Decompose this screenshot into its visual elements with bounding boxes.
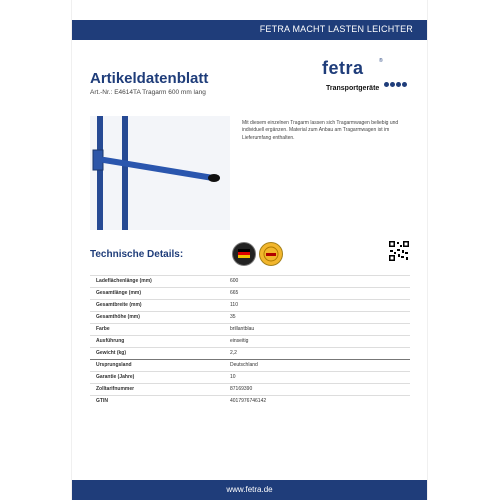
row-label: Farbe: [96, 326, 110, 332]
row-label: Zolltarifnummer: [96, 386, 135, 392]
row-label: Ausführung: [96, 338, 125, 344]
warranty-badge-icon: [259, 242, 283, 266]
row-value: 110: [230, 302, 238, 308]
row-label: GTIN: [96, 398, 108, 404]
article-number: Art.-Nr.: E4614TA Tragarm 600 mm lang: [90, 89, 206, 96]
made-in-germany-badge-icon: [232, 242, 256, 266]
row-label: Gesamtbreite (mm): [96, 302, 142, 308]
row-value: brillantblau: [230, 326, 255, 332]
table-row: [90, 275, 410, 287]
table-row: [90, 335, 410, 347]
row-label: Ladeflächenlänge (mm): [96, 278, 152, 284]
table-row: [90, 287, 410, 299]
table-row: [90, 311, 410, 323]
table-row: [90, 395, 410, 407]
table-row: [90, 347, 410, 359]
row-label: Gesamtlänge (mm): [96, 290, 142, 296]
row-label: Garantie (Jahre): [96, 374, 135, 380]
row-value: 665: [230, 290, 239, 296]
datasheet-page: [72, 0, 427, 500]
page-title: Artikeldatenblatt: [90, 70, 209, 87]
footer-bar: [72, 480, 427, 500]
fetra-logo: [322, 58, 412, 98]
logo-wordmark: fetra: [322, 58, 364, 78]
logo-registered-mark: ®: [379, 58, 383, 64]
product-description: Mit diesem einzelnen Tragarm lassen sich Tragarmwagen beliebig und individuell ergänzen. Material zum Anbau am Tragarmwagen ist im Lieferumfang enthalten.: [242, 120, 399, 141]
header-bar: [72, 20, 427, 40]
row-label: Ursprungsland: [96, 362, 132, 368]
logo-tagline: Transportgeräte: [326, 85, 380, 92]
logo-dots-icon: [384, 74, 408, 92]
table-row: [90, 371, 410, 383]
qr-code-icon[interactable]: [388, 240, 410, 262]
footer-url-link[interactable]: www.fetra.de: [226, 485, 273, 494]
row-label: Gewicht (kg): [96, 350, 127, 356]
row-value: 35: [230, 314, 236, 320]
header-slogan: FETRA MACHT LASTEN LEICHTER: [259, 24, 413, 34]
row-value: 87169390: [230, 386, 253, 392]
technical-heading: Technische Details:: [90, 249, 184, 260]
table-row: [90, 359, 410, 371]
product-image: [90, 116, 230, 230]
row-value: Deutschland: [230, 362, 258, 368]
technical-details-table: [90, 275, 410, 407]
row-value: 10: [230, 374, 236, 380]
row-value: 4017976746142: [230, 398, 267, 404]
table-row: [90, 323, 410, 335]
row-value: 600: [230, 278, 239, 284]
table-row: [90, 299, 410, 311]
row-value: 2,2: [230, 350, 237, 356]
row-value: einseitig: [230, 338, 249, 344]
table-row: [90, 383, 410, 395]
row-label: Gesamthöhe (mm): [96, 314, 140, 320]
